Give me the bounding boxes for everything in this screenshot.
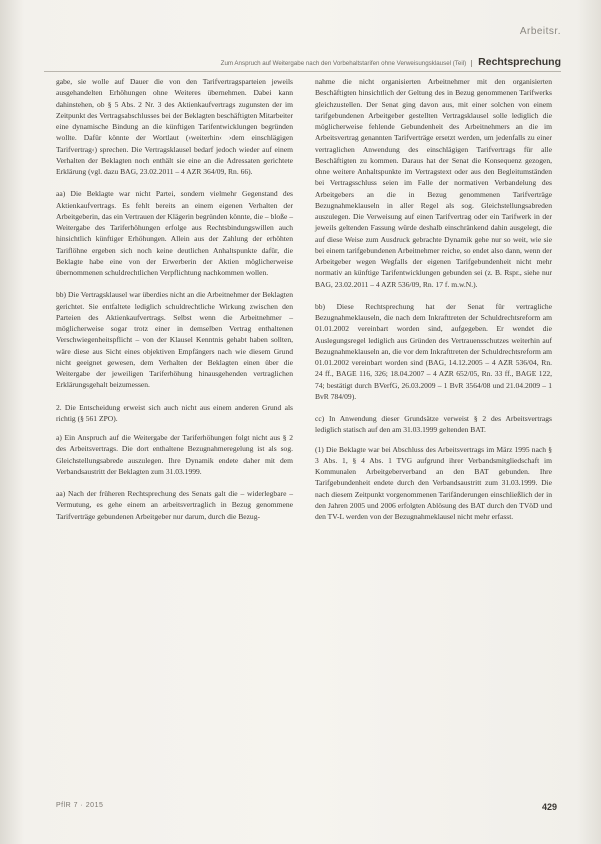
paragraph: gabe, sie wolle auf Dauer die von den Tarifvertragsparteien jeweils ausgehandelten Erhöhungen ohne Weiteres übernehmen. Dabei kann dahinstehen, ob § 5 Abs. 2 Nr. 3 des Aktienkaufvertrags zugunsten der im Zeitpunkt des Vertragsabschlusses bei der Beklagten beschäftigten Mitarbeiter eine dynamische Bindung an die künftigen Tarifentwicklungen begründen wollte. Dafür könnte der Wortlaut (›weiterhin‹ ›dem einschlägigen Tarifvertrag‹) sprechen. Die Vertragsklausel bedarf jedoch wieder auf einem Verhalten der Beklagten noch enthält sie eine an die Adressaten gerichtete Erklärung (vgl. dazu BAG, 23.02.2011 – 4 AZR 364/09, Rn. 66). <box>56 77 293 176</box>
paragraph: nahme die nicht organisierten Arbeitnehmer mit den organisierten Beschäftigten hinsichtlich der Geltung des in Bezug genommenen Tarifwerks gleichzustellen. Der Senat ging davon aus, mit einer solchen von einem tarifgebundenen Arbeitgeber gestellten Vertragsklausel solle lediglich die möglicherweise fehlende Gebundenheit des Arbeitnehmers an die im Arbeitsvertrag genannten Tarifverträge ersetzt werden, um jedenfalls zu einer vertraglichen Anwendung des einschlägigen Tarifvertrags für alle Beschäftigten zu kommen. Daraus hat der Senat die Konsequenz gezogen, ohne weitere Anhaltspunkte im Vertragstext oder aus den Begleitumständen bei Vertragsschluss seien im Falle der normativen Verbandelung des Arbeitgebers an die in Bezug genommenen Tarifverträge Bezugnahmeklauseln in aller Regel als sog. Gleichstellungsabreden auszulegen. Die Verweisung auf einen Tarifvertrag oder ein Tarifwerk in der jeweils geltenden Fassung würde deshalb einschränkend dahin ausgelegt, die auf diese Weise zum Ausdruck gebrachte Dynamik gehe nur so weit, wie sie bei einem tarifgebundenen Arbeitnehmer reiche, so endet also dann, wenn der Arbeitgeber wegen Wegfalls der eigenen Tarifgebundenheit nicht mehr normativ an künftige Tarifentwicklungen gebunden sei (z. B. Rspr., siehe nur BAG, 23.02.2011 – 4 AZR 536/09, Rn. 17 f. m.w.N.). <box>315 77 552 289</box>
rubric-title: Rechtsprechung <box>478 56 561 68</box>
article-title: Zum Anspruch auf Weitergabe nach den Vorbehaltstarifen ohne Verweisungsklausel (Teil) <box>221 60 472 67</box>
left-column <box>56 76 293 782</box>
issue-label: PflR 7 · 2015 <box>56 802 104 809</box>
text-columns <box>56 76 552 782</box>
right-column <box>315 76 552 782</box>
running-header <box>44 56 561 72</box>
section-label: Arbeitsr. <box>519 26 561 37</box>
page-footer <box>56 802 557 812</box>
paragraph: cc) In Anwendung dieser Grundsätze verweist § 2 des Arbeitsvertrags lediglich statisch auf den am 31.03.1999 geltenden BAT. <box>315 414 552 435</box>
paragraph: (1) Die Beklagte war bei Abschluss des Arbeitsvertrags im März 1995 nach § 3 Abs. 1, § 4 Abs. 1 TVG aufgrund ihrer Verbandsmitgliedschaft im Kommunalen Arbeitgeberverband an den BAT gebunden. Ihre Tarifgebundenheit endete durch den Verbandsaustritt zum 31.03.1999. Die nach diesem Zeitpunkt vorgenommenen Tarifänderungen einschließlich der in den Jahren 2005 und 2006 erfolgten Ablösung des BAT durch den TVöD und den TV-L werden von der Bezugnahmeklausel nicht mehr erfasst. <box>315 444 552 521</box>
paragraph: bb) Die Vertragsklausel war überdies nicht an die Arbeitnehmer der Beklagten gerichtet. Sie entfaltete lediglich schuldrechtliche Wirkung zwischen den Parteien des Aktienkaufvertrags. Selbst wenn die Arbeitnehmer – möglicherweise sogar trotz einer in demselben Vertrag enthaltenen Verschwiegenheitspflicht – von der Klausel Kenntnis gehabt haben sollten, wäre diese aus Sicht eines objektiven Empfängers nach wie diesem Grund nicht geeignet gewesen, dem Verhalten der Beklagten einen über die Weitergabe der jeweiligen Tariferhöhung hinausgehenden vertraglichen Erklärungsgehalt beizumessen. <box>56 290 293 390</box>
paragraph: aa) Die Beklagte war nicht Partei, sondern vielmehr Gegenstand des Aktienkaufvertrags. Es fehlt bereits an einem eigenen Verhalten der Arbeitgeberin, das ein Vertrauen der Klägerin begründen könnte, die – bloße – Weitergabe des Tariferhöhungen erfolge aus Rechtsbindungswillen auch hinsichtlich künftiger Erhöhungen. Allein aus der Zahlung der erhöhten Tariflöhne ergeben sich noch keine deutlichen Anhaltspunkte dafür, die Beklagte habe eine von der Erwerberin der Aktien möglicherweise übernommenen schuldrechtlichen Verpflichtung nachkommen wollen. <box>56 189 293 277</box>
paragraph: aa) Nach der früheren Rechtsprechung des Senats galt die – widerlegbare – Vermutung, es gehe einem an arbeitsvertraglich in Bezug genommene Tarifverträge gebundenen Arbeitgeber nur darum, durch die Bezug- <box>56 489 293 521</box>
paragraph: bb) Diese Rechtsprechung hat der Senat für vertragliche Bezugnahmeklauseln, die nach dem Inkrafttreten der Schuldrechtsreform am 01.01.2002 vereinbart worden sind, aufgegeben. Er wendet die Auslegungsregel lediglich aus Gründen des Vertrauensschutzes weiterhin auf Bezugnahmeklauseln an, die vor dem Inkrafttreten der Schuldrechtsreform am 01.01.2002 vereinbart worden sind (BAG, 14.12.2005 – 4 AZR 536/04, Rn. 24 ff., BAGE 116, 326; 18.04.2007 – 4 AZR 652/05, Rn. 33 ff., BAGE 122, 74; bestätigt durch BVerfG, 26.03.2009 – 1 BvR 3564/08 und 21.04.2009 – 1 BvR 784/09). <box>315 301 553 401</box>
paragraph: 2. Die Entscheidung erweist sich auch nicht aus einem anderen Grund als richtig (§ 561 ZPO). <box>56 402 293 423</box>
paragraph: a) Ein Anspruch auf die Weitergabe der Tariferhöhungen folgt nicht aus § 2 des Arbeitsvertrags. Die dort enthaltene Bezugnahmeregelung ist als sog. Gleichstellungsabrede auszulegen. Ihre Dynamik endete daher mit dem Verbandsaustritt der Beklagten zum 31.03.1999. <box>56 433 293 476</box>
page-number: 429 <box>541 802 557 812</box>
